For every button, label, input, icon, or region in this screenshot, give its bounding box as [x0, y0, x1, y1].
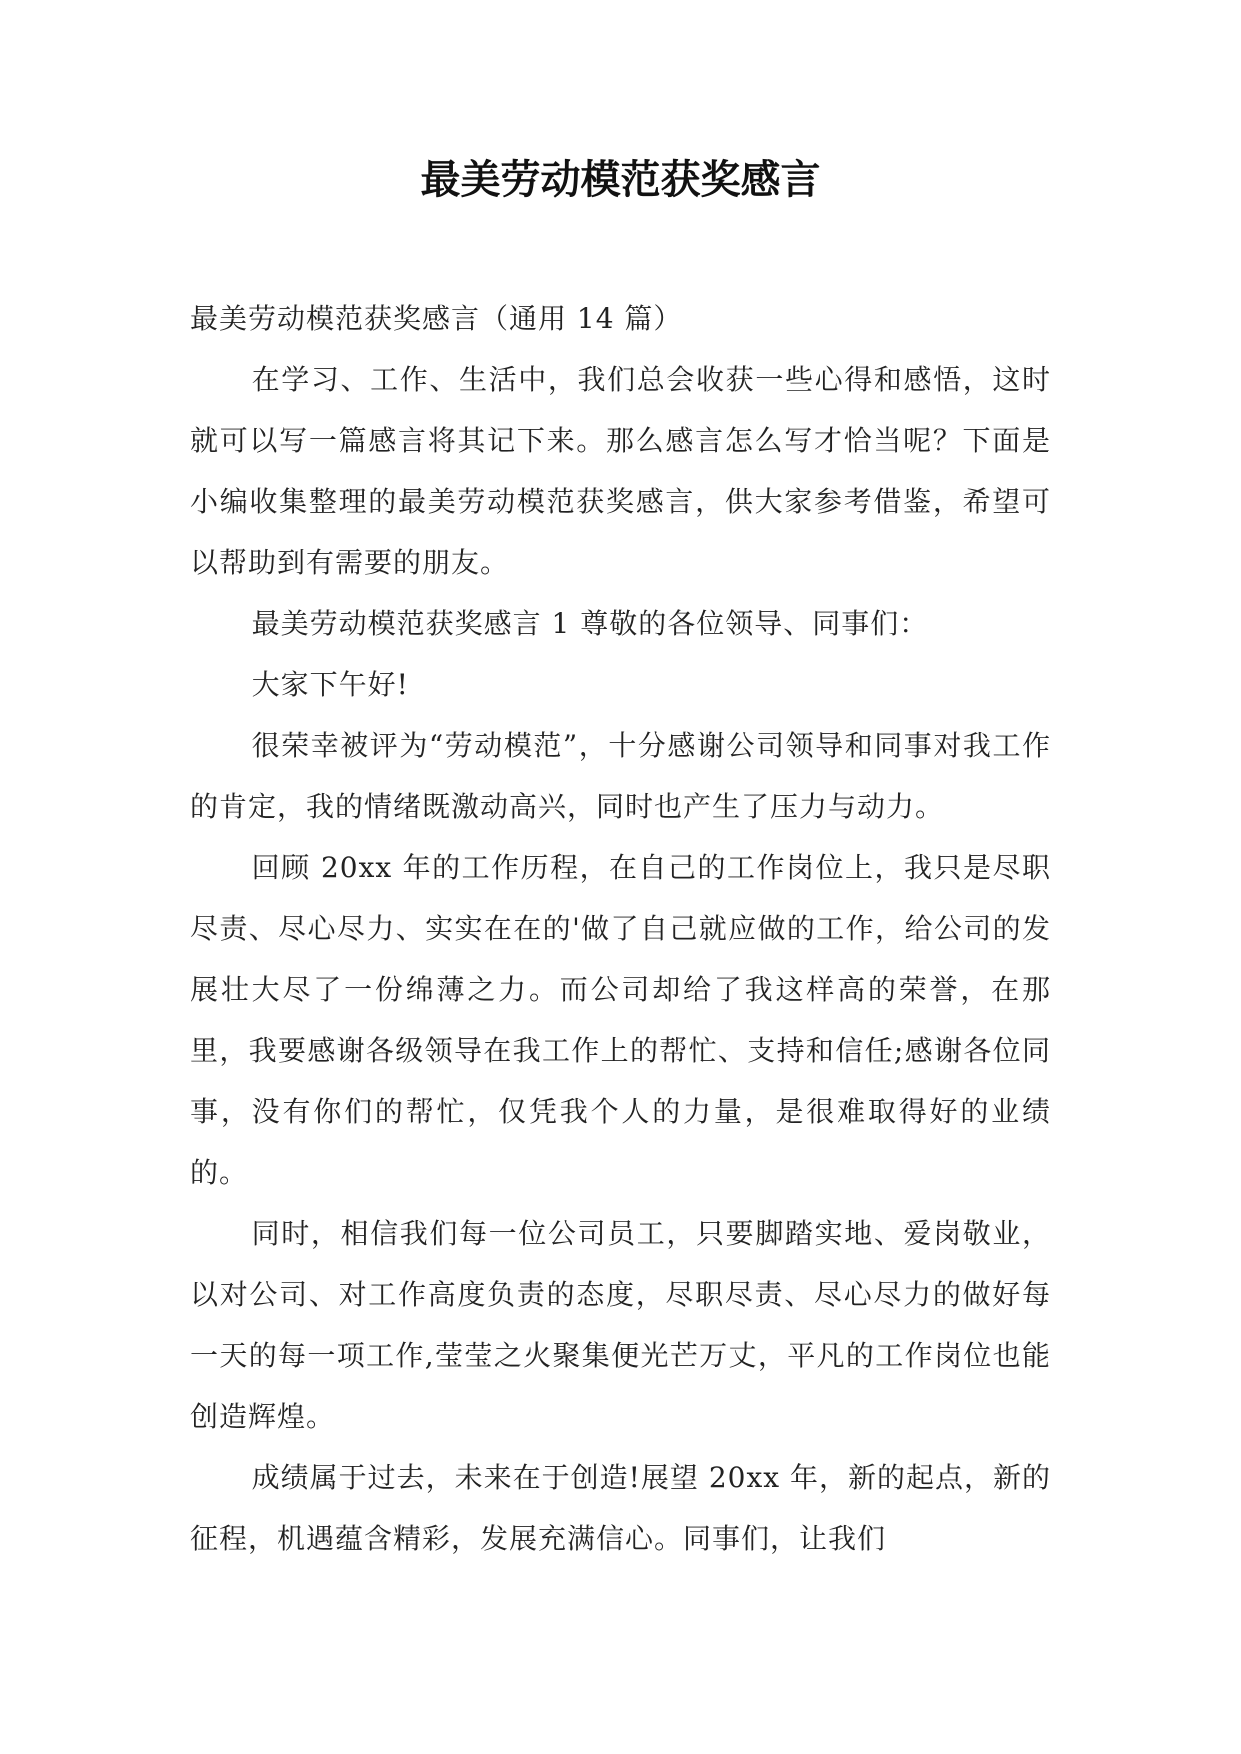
body-paragraph: 同时，相信我们每一位公司员工，只要脚踏实地、爱岗敬业，以对公司、对工作高度负责的态度，尽职尽责、尽心尽力的做好每一天的每一项工作,莹莹之火聚集便光芒万丈，平凡的工作岗位也能创造辉煌。 [190, 1217, 1051, 1433]
document-title: 最美劳动模范获奖感言 [420, 156, 821, 203]
body-paragraph: 很荣幸被评为“劳动模范”，十分感谢公司领导和同事对我工作的肯定，我的情绪既激动高兴，同时也产生了压力与动力。 [190, 729, 1051, 823]
intro-paragraph: 在学习、工作、生活中，我们总会收获一些心得和感悟，这时就可以写一篇感言将其记下来。那么感言怎么写才恰当呢？下面是小编收集整理的最美劳动模范获奖感言，供大家参考借鉴，希望可以帮助到有需要的朋友。 [190, 363, 1051, 579]
body-paragraph: 回顾 20xx 年的工作历程，在自己的工作岗位上，我只是尽职尽责、尽心尽力、实实在在的'做了自己就应做的工作，给公司的发展壮大尽了一份绵薄之力。而公司却给了我这样高的荣誉，在那里，我要感谢各级领导在我工作上的帮忙、支持和信任;感谢各位同事，没有你们的帮忙，仅凭我个人的力量，是很难取得好的业绩的。 [190, 851, 1051, 1189]
speech-heading-paragraph: 最美劳动模范获奖感言 1 尊敬的各位领导、同事们： [251, 607, 929, 640]
document-body [190, 288, 1051, 1569]
subtitle-paragraph: 最美劳动模范获奖感言（通用 14 篇） [190, 302, 683, 335]
greeting-paragraph: 大家下午好! [251, 668, 409, 701]
body-paragraph: 成绩属于过去，未来在于创造!展望 20xx 年，新的起点，新的征程，机遇蕴含精彩，发展充满信心。同事们，让我们 [190, 1461, 1051, 1555]
